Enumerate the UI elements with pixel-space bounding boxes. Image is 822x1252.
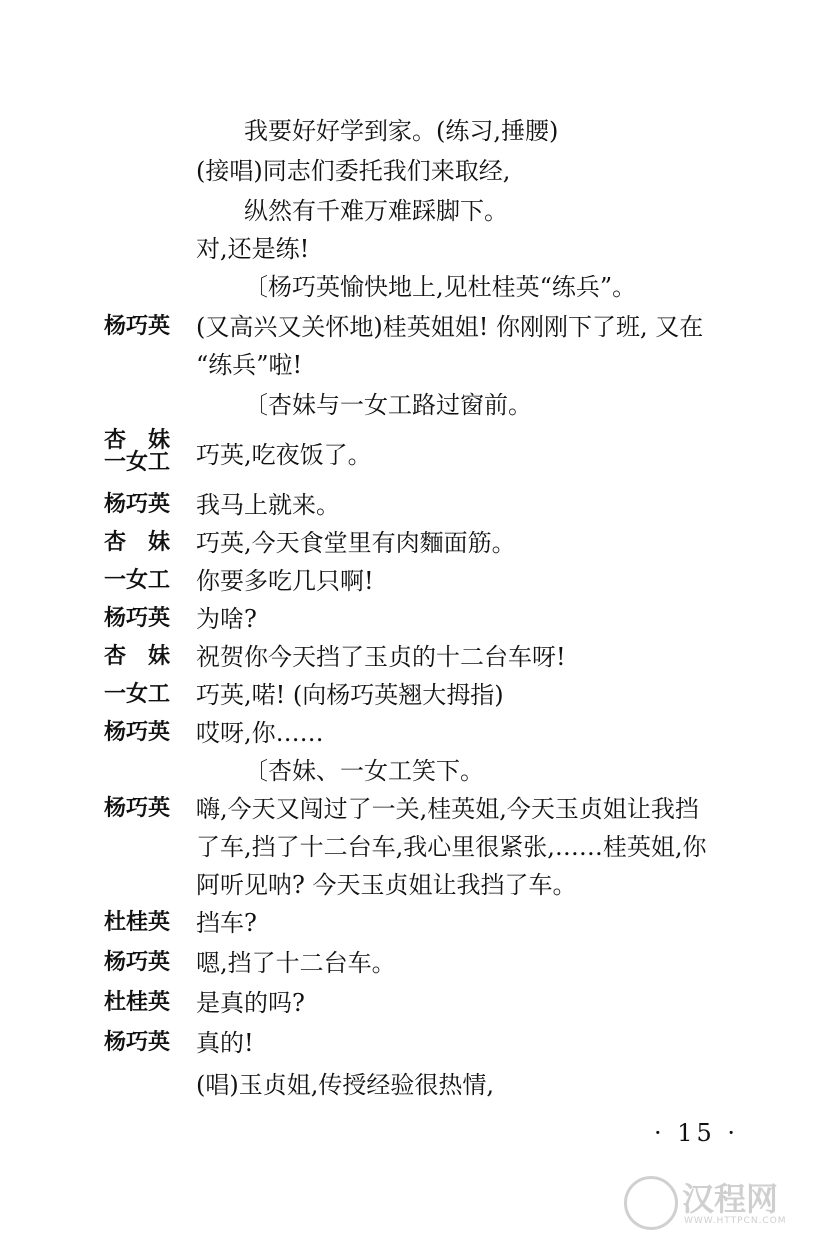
stage-direction: 〔杏妹、一女工笑下。 [244,757,484,785]
speaker-name: 杨巧英 [104,720,171,745]
watermark-url: WWW.HTTPCN.COM [684,1216,787,1226]
text-line: “练兵”啦! [196,351,303,379]
watermark-emblem-icon [624,1176,678,1230]
text-line: (接唱)同志们委托我们来取经, [196,157,511,185]
text-line: 巧英,喏! (向杨巧英翘大拇指) [196,681,504,709]
speaker-name: 杨巧英 [104,950,171,975]
stage-direction: 〔杏妹与一女工路过窗前。 [244,391,532,419]
watermark-name: 汉程网 [682,1180,779,1218]
speaker-name: 一女工 [104,568,171,593]
text-line: 我马上就来。 [196,491,340,519]
speaker-name: 杨巧英 [104,314,171,339]
speaker-name-stacked [104,430,170,474]
speaker-name: 杏 妹 [104,428,171,453]
text-line: (唱)玉贞姐,传授经验很热情, [196,1071,494,1099]
speaker-name: 一女工 [104,682,171,707]
speaker-name: 一女工 [104,450,171,475]
text-line: 祝贺你今天挡了玉贞的十二台车呀! [196,643,566,671]
text-line: 阿听见呐? 今天玉贞姐让我挡了车。 [196,871,577,899]
text-line: 你要多吃几只啊! [196,567,374,595]
page-number: · 15 · [654,1119,740,1147]
text-line: 巧英,今天食堂里有肉麵面筋。 [196,529,516,557]
text-line: 为啥? [196,605,257,633]
text-line: 纵然有千难万难踩脚下。 [244,197,508,225]
text-line: 嗨,今天又闯过了一关,桂英姐,今天玉贞姐让我挡 [196,795,699,823]
speaker-name: 杜桂英 [104,910,171,935]
stage-direction: 〔杨巧英愉快地上,见杜桂英“练兵”。 [244,273,637,301]
text-line: 是真的吗? [196,989,305,1017]
speaker-name: 杨巧英 [104,1030,171,1055]
watermark-logo [618,1170,798,1240]
speaker-name: 杏 妹 [104,530,171,555]
text-line: 我要好好学到家。(练习,捶腰) [244,117,559,145]
speaker-name: 杨巧英 [104,606,171,631]
speaker-name: 杨巧英 [104,492,171,517]
text-line: (又高兴又关怀地)桂英姐姐! 你刚刚下了班, 又在 [196,313,704,341]
text-line: 巧英,吃夜饭了。 [196,441,372,469]
text-line: 嗯,挡了十二台车。 [196,949,396,977]
text-line: 对,还是练! [196,235,310,263]
speaker-name: 杏 妹 [104,644,171,669]
text-line: 哎呀,你…… [196,719,324,747]
speaker-name: 杜桂英 [104,990,171,1015]
text-line: 真的! [196,1029,254,1057]
text-line: 了车,挡了十二台车,我心里很紧张,……桂英姐,你 [196,833,707,861]
text-line: 挡车? [196,909,257,937]
speaker-name: 杨巧英 [104,796,171,821]
